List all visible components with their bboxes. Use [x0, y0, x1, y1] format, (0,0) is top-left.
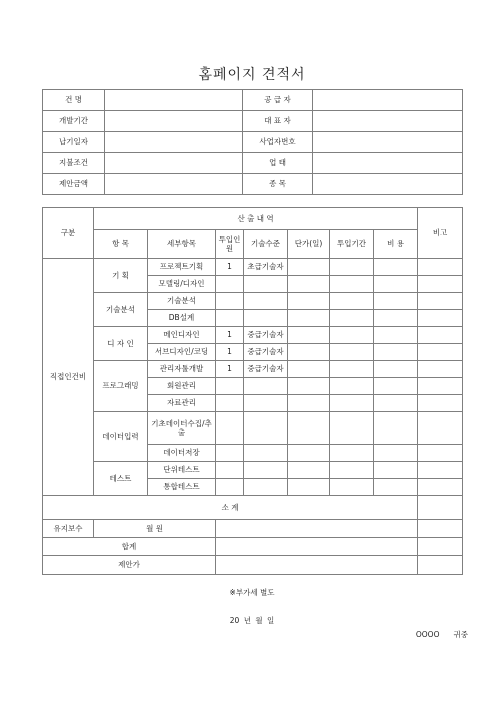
row-item: 테스트 — [94, 462, 148, 496]
row-cost[interactable] — [374, 259, 418, 276]
proposal-amount-label: 제안금액 — [43, 174, 105, 195]
recipient-honorific: 귀중 — [453, 630, 468, 639]
business-type-label: 업 태 — [243, 153, 313, 174]
supplier-info-table — [42, 89, 463, 195]
row-cost[interactable] — [374, 378, 418, 395]
row-remarks[interactable] — [418, 395, 463, 412]
row-remarks[interactable] — [418, 327, 463, 344]
row-item: 프로그래밍 — [94, 361, 148, 412]
row-cost[interactable] — [374, 361, 418, 378]
row-period[interactable] — [330, 344, 374, 361]
row-unit-price[interactable] — [288, 344, 330, 361]
supplier-value[interactable] — [313, 90, 463, 111]
total-row — [43, 538, 463, 556]
row-personnel[interactable] — [216, 462, 244, 479]
row-unit-price[interactable] — [288, 259, 330, 276]
total-remarks[interactable] — [418, 538, 463, 556]
maintenance-value[interactable] — [216, 520, 418, 538]
row-subitem: 모델링/디자인 — [148, 276, 216, 293]
subtotal-row — [43, 496, 463, 520]
total-value[interactable] — [216, 538, 418, 556]
row-period[interactable] — [330, 395, 374, 412]
estimate-row — [43, 361, 463, 378]
row-period[interactable] — [330, 276, 374, 293]
estimate-row — [43, 462, 463, 479]
dev-period-value[interactable] — [105, 111, 243, 132]
row-unit-price[interactable] — [288, 361, 330, 378]
maintenance-label: 유지보수 — [43, 520, 94, 538]
row-remarks[interactable] — [418, 378, 463, 395]
row-personnel[interactable]: 1 — [216, 259, 244, 276]
row-level[interactable] — [244, 445, 288, 462]
cost-col-header: 비 용 — [374, 230, 418, 259]
row-period[interactable] — [330, 412, 374, 445]
row-period[interactable] — [330, 378, 374, 395]
row-personnel[interactable] — [216, 445, 244, 462]
row-cost[interactable] — [374, 327, 418, 344]
estimate-table — [42, 207, 463, 575]
estimate-row — [43, 327, 463, 344]
row-personnel[interactable] — [216, 378, 244, 395]
row-period[interactable] — [330, 479, 374, 496]
row-subitem: 기술분석 — [148, 293, 216, 310]
row-item: 데이터입력 — [94, 412, 148, 462]
row-personnel[interactable] — [216, 276, 244, 293]
row-remarks[interactable] — [418, 361, 463, 378]
row-period[interactable] — [330, 327, 374, 344]
row-item: 기술분석 — [94, 293, 148, 327]
row-remarks[interactable] — [418, 412, 463, 445]
direct-labor-label: 직접인건비 — [43, 259, 94, 496]
row-level[interactable] — [244, 412, 288, 445]
supplier-label: 공 급 자 — [243, 90, 313, 111]
row-remarks[interactable] — [418, 310, 463, 327]
row-personnel[interactable]: 1 — [216, 344, 244, 361]
row-remarks[interactable] — [418, 344, 463, 361]
row-item: 디 자 인 — [94, 327, 148, 361]
row-remarks[interactable] — [418, 293, 463, 310]
representative-label: 대 표 자 — [243, 111, 313, 132]
biz-number-label: 사업자번호 — [243, 132, 313, 153]
row-unit-price[interactable] — [288, 293, 330, 310]
row-personnel[interactable] — [216, 395, 244, 412]
row-cost[interactable] — [374, 479, 418, 496]
payment-terms-label: 지불조건 — [43, 153, 105, 174]
dev-period-label: 개발기간 — [43, 111, 105, 132]
row-unit-price[interactable] — [288, 310, 330, 327]
row-level[interactable]: 중급기술자 — [244, 344, 288, 361]
row-period[interactable] — [330, 310, 374, 327]
row-period[interactable] — [330, 462, 374, 479]
row-unit-price[interactable] — [288, 462, 330, 479]
total-label: 합계 — [43, 538, 216, 556]
proposed-price-row — [43, 556, 463, 575]
row-subitem: 회원관리 — [148, 378, 216, 395]
proposed-price-remarks[interactable] — [418, 556, 463, 575]
proposed-price-label: 제안가 — [43, 556, 216, 575]
subject-label: 건 명 — [43, 90, 105, 111]
biz-number-value[interactable] — [313, 132, 463, 153]
row-personnel[interactable] — [216, 479, 244, 496]
business-item-value[interactable] — [313, 174, 463, 195]
delivery-date-label: 납기일자 — [43, 132, 105, 153]
maintenance-remarks[interactable] — [418, 520, 463, 538]
row-subitem: 자료관리 — [148, 395, 216, 412]
row-personnel[interactable]: 1 — [216, 361, 244, 378]
row-period[interactable] — [330, 259, 374, 276]
row-subitem: 메인디자인 — [148, 327, 216, 344]
maintenance-row — [43, 520, 463, 538]
estimate-row — [43, 412, 463, 445]
subitem-col-header: 세부항목 — [148, 230, 216, 259]
row-level[interactable] — [244, 395, 288, 412]
level-col-header: 기술수준 — [244, 230, 288, 259]
payment-terms-value[interactable] — [105, 153, 243, 174]
row-personnel[interactable]: 1 — [216, 327, 244, 344]
proposed-price-value[interactable] — [216, 556, 418, 575]
row-subitem: 데이터저장 — [148, 445, 216, 462]
estimate-row — [43, 293, 463, 310]
maintenance-monthly: 월 원 — [94, 520, 216, 538]
row-remarks[interactable] — [418, 276, 463, 293]
row-unit-price[interactable] — [288, 445, 330, 462]
vat-note: ※부가세 별도 — [229, 588, 275, 597]
business-item-label: 종 목 — [243, 174, 313, 195]
row-level[interactable]: 초급기술자 — [244, 259, 288, 276]
subject-value[interactable] — [105, 90, 243, 111]
estimate-row — [43, 259, 463, 276]
row-unit-price[interactable] — [288, 276, 330, 293]
row-level[interactable] — [244, 293, 288, 310]
row-remarks[interactable] — [418, 479, 463, 496]
row-period[interactable] — [330, 293, 374, 310]
row-subitem: 통합테스트 — [148, 479, 216, 496]
category-header: 구분 — [43, 208, 94, 259]
row-cost[interactable] — [374, 344, 418, 361]
row-cost[interactable] — [374, 276, 418, 293]
row-level[interactable] — [244, 462, 288, 479]
row-unit-price[interactable] — [288, 412, 330, 445]
detail-header: 산 출 내 역 — [94, 208, 418, 230]
item-col-header: 항 목 — [94, 230, 148, 259]
proposal-amount-value[interactable] — [105, 174, 243, 195]
row-remarks[interactable] — [418, 445, 463, 462]
row-remarks[interactable] — [418, 462, 463, 479]
row-cost[interactable] — [374, 395, 418, 412]
row-subitem: 관리자툴개발 — [148, 361, 216, 378]
row-level[interactable] — [244, 276, 288, 293]
representative-value[interactable] — [313, 111, 463, 132]
row-subitem: DB설계 — [148, 310, 216, 327]
subtotal-label: 소 계 — [43, 496, 418, 520]
row-cost[interactable] — [374, 462, 418, 479]
row-unit-price[interactable] — [288, 327, 330, 344]
unit-price-col-header: 단가(일) — [288, 230, 330, 259]
row-period[interactable] — [330, 361, 374, 378]
document-title: 홈페이지 견적서 — [198, 67, 306, 83]
row-level[interactable] — [244, 310, 288, 327]
row-personnel[interactable] — [216, 310, 244, 327]
row-personnel[interactable] — [216, 412, 244, 445]
row-unit-price[interactable] — [288, 479, 330, 496]
row-item: 기 획 — [94, 259, 148, 293]
recipient-line — [402, 629, 468, 640]
row-subitem: 단위테스트 — [148, 462, 216, 479]
remarks-header: 비고 — [418, 208, 463, 259]
row-level[interactable]: 중급기술자 — [244, 361, 288, 378]
row-subitem: 기초데이터수집/추출 — [148, 412, 216, 445]
row-cost[interactable] — [374, 293, 418, 310]
date-line: 20 년 월 일 — [229, 616, 275, 625]
business-type-value[interactable] — [313, 153, 463, 174]
row-cost[interactable] — [374, 445, 418, 462]
recipient-name: OOOO — [415, 630, 440, 639]
row-remarks[interactable] — [418, 259, 463, 276]
row-level[interactable]: 중급기술자 — [244, 327, 288, 344]
row-cost[interactable] — [374, 310, 418, 327]
row-unit-price[interactable] — [288, 378, 330, 395]
subtotal-remarks[interactable] — [418, 496, 463, 520]
personnel-col-header: 투입인원 — [216, 230, 244, 259]
period-col-header: 투입기간 — [330, 230, 374, 259]
row-personnel[interactable] — [216, 293, 244, 310]
row-level[interactable] — [244, 479, 288, 496]
delivery-date-value[interactable] — [105, 132, 243, 153]
row-period[interactable] — [330, 445, 374, 462]
row-level[interactable] — [244, 378, 288, 395]
row-subitem: 프로젝트기획 — [148, 259, 216, 276]
row-unit-price[interactable] — [288, 395, 330, 412]
row-cost[interactable] — [374, 412, 418, 445]
row-subitem: 서브디자인/코딩 — [148, 344, 216, 361]
